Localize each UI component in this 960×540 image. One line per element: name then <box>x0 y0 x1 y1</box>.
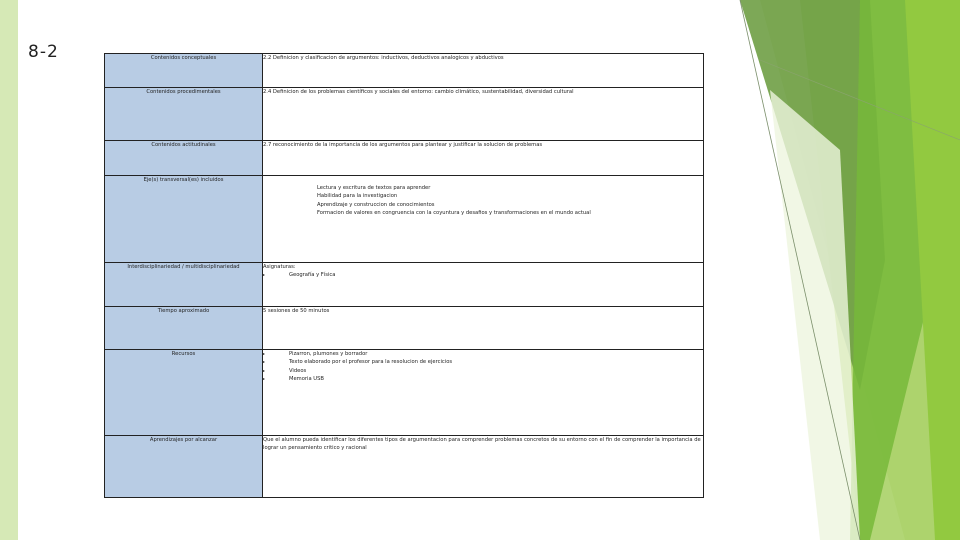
subjects-list <box>263 271 703 279</box>
row-label: Interdisciplinariedad / multidisciplinariedad <box>105 263 263 307</box>
row-value: Que el alumno pueda identificar los diferentes tipos de argumentacion para comprender problemas concretos de su entorno con el fin de comprender la importancia de lograr un pensamiento critico y racional <box>263 436 704 498</box>
list-item: Formacion de valores en congruencia con la coyuntura y desafios y transformaciones en el mundo actual <box>317 209 591 216</box>
list-item: Habilidad para la investigacion <box>317 193 398 200</box>
row-label: Eje(s) transversal(es) incluidos <box>105 176 263 263</box>
row-value: 5 sesiones de 50 minutos <box>263 307 704 350</box>
arrow-bullet-icon <box>263 353 265 355</box>
table-row <box>105 307 704 350</box>
list-item-text: Videos <box>289 367 307 374</box>
row-value: 2.7 reconocimiento de la importancia de los argumentos para plantear y justificar la solucion de problemas <box>263 141 704 176</box>
table-row <box>105 176 704 263</box>
arrow-bullet-icon <box>263 361 265 363</box>
row-label: Aprendizajes por alcanzar <box>105 436 263 498</box>
slide-number: 8-2 <box>28 42 59 62</box>
arrow-bullet-icon <box>263 378 265 380</box>
row-label: Recursos <box>105 350 263 436</box>
table-row <box>105 263 704 307</box>
row-value: 2.2 Definicion y clasificacion de argumentos: inductivos, deductivos analogicos y abductivos <box>263 54 704 88</box>
transversal-axes-list <box>263 176 703 217</box>
list-item <box>263 350 703 358</box>
arrow-bullet-icon <box>263 274 265 276</box>
table-row <box>105 88 704 141</box>
table-row <box>105 436 704 498</box>
row-value: 2.4 Definicion de los problemas científicos y sociales del entorno: cambio climático, sustentabilidad, diversidad cultural <box>263 88 704 141</box>
list-item <box>263 271 703 279</box>
row-value <box>263 176 704 263</box>
left-green-strip <box>0 0 18 540</box>
subjects-heading: Asignaturas: <box>263 264 296 270</box>
row-value <box>263 350 704 436</box>
arrow-bullet-icon <box>263 370 265 372</box>
list-item <box>263 367 703 375</box>
list-item-text: Pizarron, plumones y borrador <box>289 351 368 357</box>
list-item-text: Memoria USB <box>289 375 324 382</box>
resources-list <box>263 350 703 383</box>
row-value <box>263 263 704 307</box>
table-row <box>105 141 704 176</box>
row-label: Contenidos conceptuales <box>105 54 263 88</box>
row-label: Contenidos actitudinales <box>105 141 263 176</box>
list-item: Lectura y escritura de textos para aprender <box>317 185 431 191</box>
list-item-text: Geografía y Física <box>289 272 336 279</box>
list-item: Aprendizaje y construccion de conocimientos <box>317 201 435 208</box>
planning-table <box>104 53 704 498</box>
list-item <box>263 375 703 383</box>
row-label: Tiempo aproximado <box>105 307 263 350</box>
table-row <box>105 54 704 88</box>
table-row <box>105 350 704 436</box>
row-label: Contenidos procedimentales <box>105 88 263 141</box>
list-item <box>263 358 703 366</box>
list-item-text: Texto elaborado por el profesor para la resolucion de ejercicios <box>289 359 453 366</box>
